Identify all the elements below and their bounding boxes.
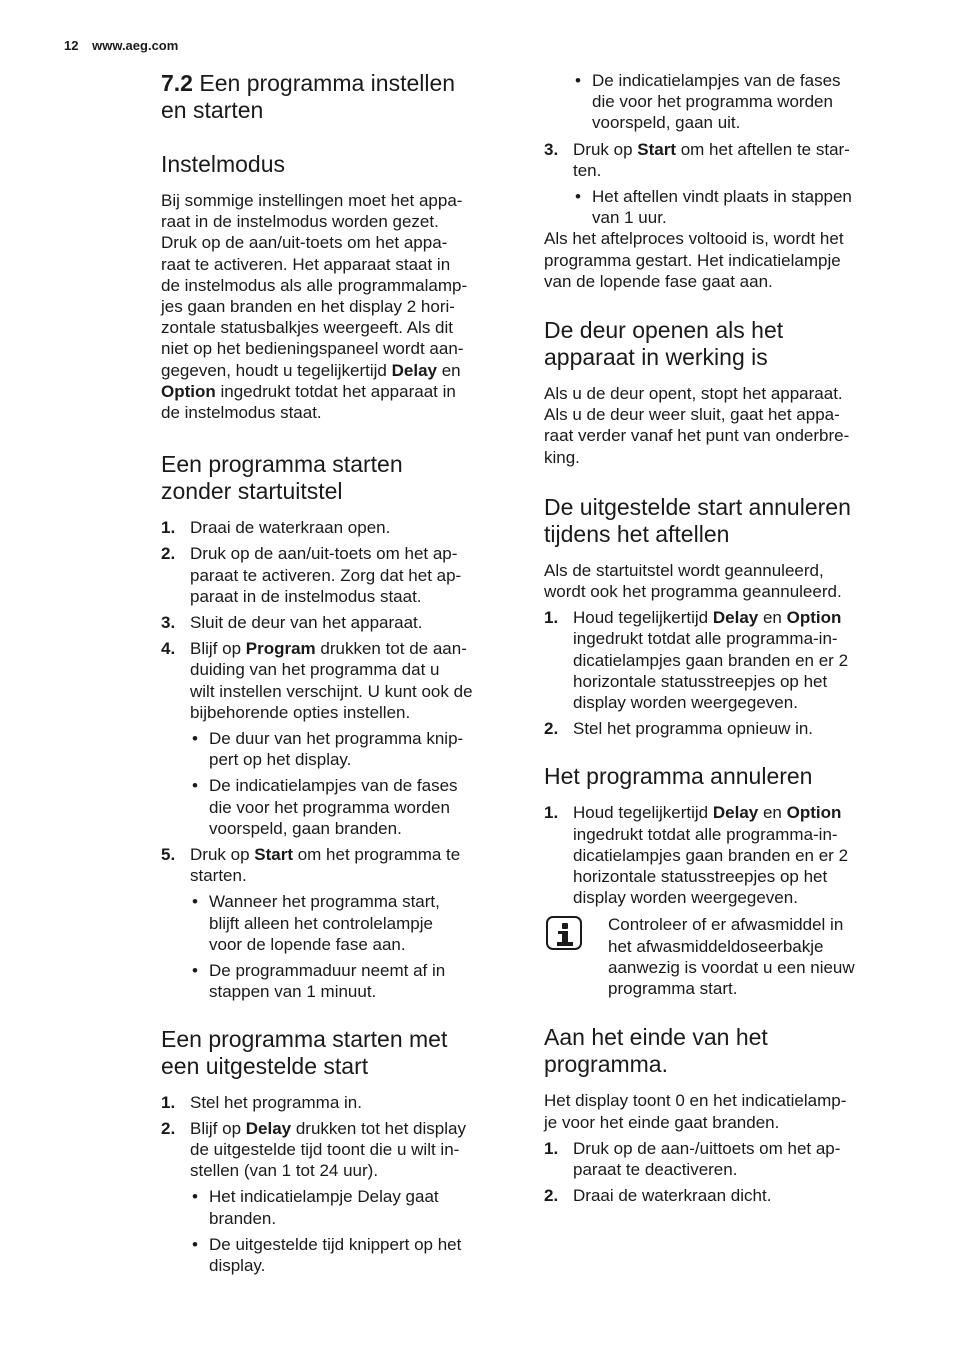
section-title: 7.2 Een programma instellen en starten bbox=[161, 70, 456, 123]
bullet-item: • De duur van het programma knip- pert op het display. bbox=[190, 728, 513, 770]
list-item: 3. Sluit de deur van het apparaat. bbox=[161, 613, 423, 633]
steps-programma-annuleren bbox=[544, 802, 896, 908]
bullet-list bbox=[190, 1186, 513, 1276]
page-header bbox=[64, 38, 178, 53]
list-item: 2. Blijf op Delay drukken tot het display de uitgestelde tijd toont die u wilt in- stellen (van 1 tot 24 uur). • Het indicatielampje Delay gaat branden. • De uitgestelde tijd knippert op het display. bbox=[161, 1118, 513, 1276]
bullet-list bbox=[190, 891, 513, 1002]
steps-met bbox=[161, 1092, 513, 1277]
bullet-item: • De programmaduur neemt af in stappen van 1 minuut. bbox=[190, 960, 513, 1002]
bullet-list bbox=[573, 186, 896, 228]
heading-uitgestelde-start-annuleren: De uitgestelde start annuleren tijdens het aftellen bbox=[544, 493, 851, 547]
info-icon bbox=[546, 916, 582, 950]
steps-met-continued bbox=[544, 70, 896, 228]
bullet-item: • De indicatielampjes van de fases die voor het programma worden voorspeld, gaan branden. bbox=[190, 775, 513, 839]
paragraph-instelmodus: Bij sommige instellingen moet het appa- raat in de instelmodus worden gezet. Druk op de aan/uit-toets om het appa- raat te activeren. Het apparaat staat in de instelmodus als alle programmalamp- jes gaan branden en het display 2 hori- zontale statusbalkjes weergeeft. Als dit niet op het bedieningspaneel wordt aan- gegeven, houdt u tegelijkertijd Delay en Option ingedrukt totdat het apparaat in de instelmodus staat. bbox=[161, 191, 468, 423]
list-item: 1. Druk op de aan-/uittoets om het ap- paraat te deactiveren. bbox=[544, 1138, 841, 1179]
heading-einde-programma: Aan het einde van het programma. bbox=[544, 1024, 768, 1078]
list-item: 1. Draai de waterkraan open. bbox=[161, 518, 391, 538]
steps-annuleren-uitstel bbox=[544, 607, 896, 739]
list-item: 1. Houd tegelijkertijd Delay en Option ingedrukt totdat alle programma-in- dicatielampjes gaan branden en er 2 horizontale statusstreepjes op het display worden weergegeven. bbox=[544, 608, 849, 713]
list-item: 5. Druk op Start om het programma te starten. • Wanneer het programma start, blijft alleen het controlelampje voor de lopende fase aan. • De programmaduur neemt af in stappen van 1 minuut. bbox=[161, 844, 513, 1002]
list-item: 1. Houd tegelijkertijd Delay en Option ingedrukt totdat alle programma-in- dicatielampjes gaan branden en er 2 horizontale statusstreepjes op het display worden weergegeven. bbox=[544, 803, 849, 908]
bullet-item: • De indicatielampjes van de fases die voor het programma worden voorspeld, gaan uit. bbox=[573, 70, 896, 134]
heading-instelmodus: Instelmodus bbox=[161, 151, 286, 177]
list-item: 2. Stel het programma opnieuw in. bbox=[544, 719, 814, 739]
bullet-item: • Het indicatielampje Delay gaat branden. bbox=[190, 1186, 513, 1228]
list-item: 2. Draai de waterkraan dicht. bbox=[544, 1186, 772, 1206]
list-item: 2. Druk op de aan/uit-toets om het ap- paraat te activeren. Zorg dat het ap- paraat in de instelmodus staat. bbox=[161, 544, 462, 606]
paragraph-startuitstel: Als de startuitstel wordt geannuleerd, wordt ook het programma geannuleerd. bbox=[544, 560, 842, 602]
bullet-list bbox=[573, 70, 896, 134]
heading-zonder-startuitstel: Een programma starten zonder startuitstel bbox=[161, 451, 403, 505]
paragraph-aftellen: Als het aftelproces voltooid is, wordt het programma gestart. Het indicatielampje van de lopende fase gaat aan. bbox=[544, 229, 844, 291]
list-item bbox=[544, 70, 896, 134]
paragraph-einde: Het display toont 0 en het indicatielamp- je voor het einde gaat branden. bbox=[544, 1091, 847, 1132]
right-column bbox=[544, 70, 896, 1211]
list-item: 4. Blijf op Program drukken tot de aan- duiding van het programma dat u wilt instellen verschijnt. U kunt ook de bijbehorende opties instellen. • De duur van het programma knip- pert op het display. • De indicatielampjes van de fases die voor het programma worden voorspeld, gaan branden. bbox=[161, 638, 513, 839]
left-column bbox=[161, 70, 513, 1281]
heading-met-uitgestelde-start: Een programma starten met een uitgestelde start bbox=[161, 1025, 448, 1079]
paragraph-deur: Als u de deur opent, stopt het apparaat. Als u de deur weer sluit, gaat het appa- raat verder vanaf het punt van onderbre- king. bbox=[544, 384, 850, 467]
heading-deur-openen: De deur openen als het apparaat in werking is bbox=[544, 317, 784, 371]
page-number: 12 bbox=[64, 38, 79, 53]
list-item: 1. Stel het programma in. bbox=[161, 1092, 362, 1112]
bullet-item: • Het aftellen vindt plaats in stappen van 1 uur. bbox=[573, 186, 896, 228]
bullet-list bbox=[190, 728, 513, 839]
steps-zonder bbox=[161, 517, 513, 1002]
bullet-item: • Wanneer het programma start, blijft alleen het controlelampje voor de lopende fase aan. bbox=[190, 891, 513, 955]
heading-programma-annuleren: Het programma annuleren bbox=[544, 763, 813, 790]
steps-einde bbox=[544, 1138, 896, 1207]
website-url[interactable]: www.aeg.com bbox=[92, 38, 179, 53]
info-note: Controleer of er afwasmiddel in het afwasmiddeldoseerbakje aanwezig is voordat u een nieuw programma start. bbox=[544, 914, 896, 999]
bullet-item: • De uitgestelde tijd knippert op het display. bbox=[190, 1234, 513, 1276]
list-item: 3. Druk op Start om het aftellen te star- ten. • Het aftellen vindt plaats in stappen van 1 uur. bbox=[544, 139, 896, 229]
